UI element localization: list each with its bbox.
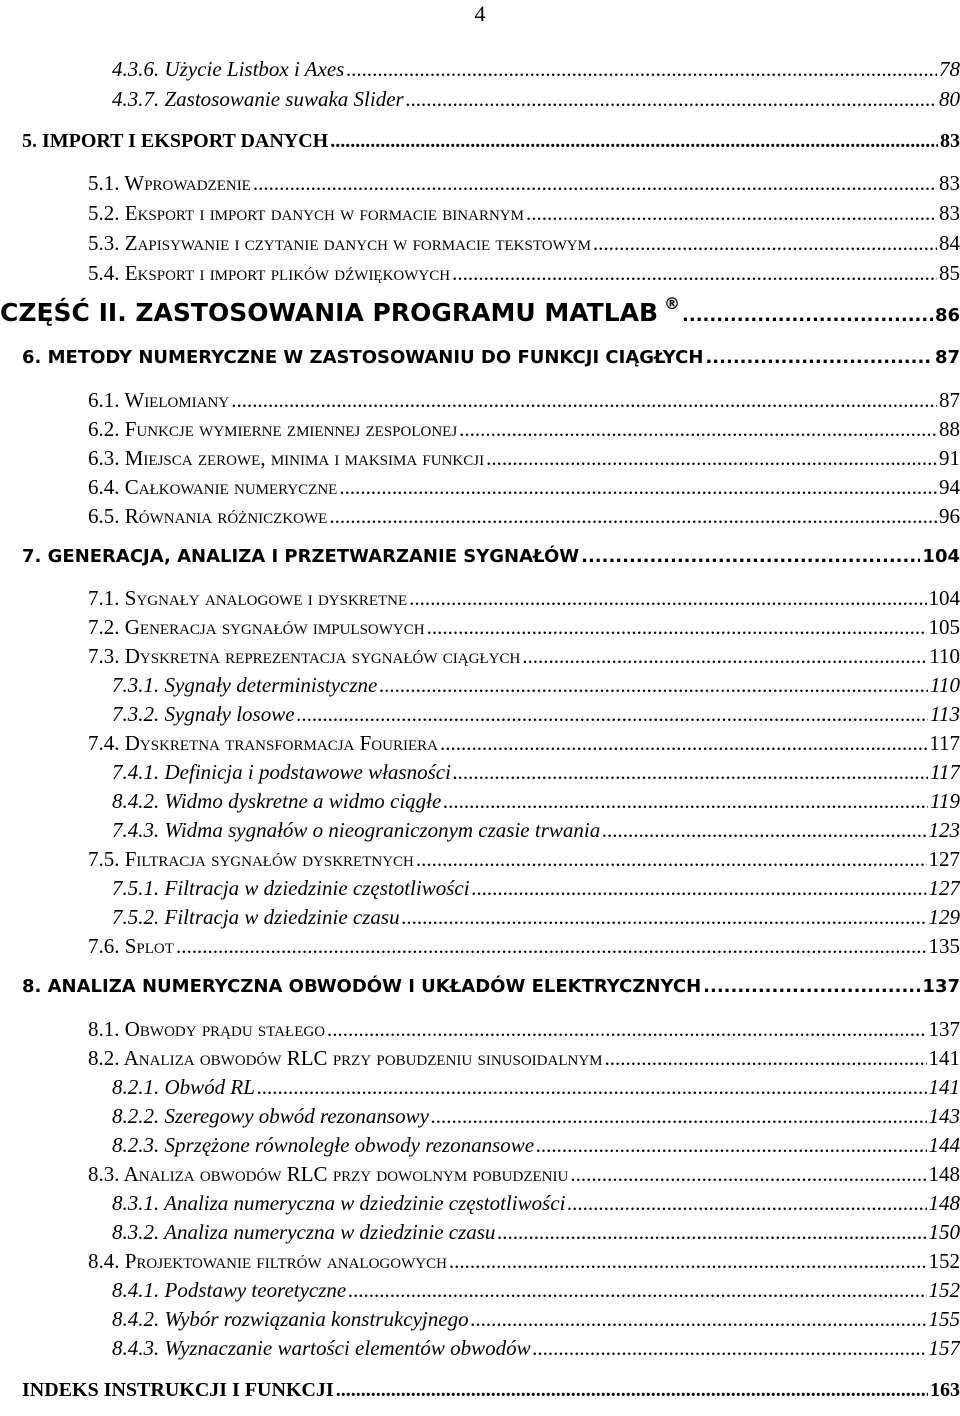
toc-dot-leader bbox=[526, 200, 937, 226]
toc-entry-title: 8.2. Analiza obwodów RLC przy pobudzeniu sinusoidalnym bbox=[88, 1046, 603, 1070]
toc-page-number: 91 bbox=[939, 446, 960, 470]
toc-entry[interactable] bbox=[112, 817, 960, 843]
toc-dot-leader bbox=[257, 1074, 927, 1100]
toc-entry-title: 8.3. Analiza obwodów RLC przy dowolnym pobudzeniu bbox=[88, 1162, 569, 1186]
toc-entry[interactable] bbox=[88, 933, 960, 959]
toc-entry[interactable] bbox=[88, 585, 960, 611]
toc-dot-leader bbox=[703, 974, 920, 1000]
toc-entry-title: 5.3. Zapisywanie i czytanie danych w formacie tekstowym bbox=[88, 231, 591, 255]
toc-entry[interactable] bbox=[112, 759, 960, 785]
toc-page-number: 83 bbox=[939, 171, 960, 195]
toc-entry-title: 8.3.2. Analiza numeryczna w dziedzinie czasu bbox=[112, 1220, 496, 1244]
toc-entry[interactable] bbox=[112, 1132, 960, 1158]
toc-entry[interactable] bbox=[112, 1306, 960, 1332]
toc-entry[interactable] bbox=[88, 643, 960, 669]
toc-dot-leader bbox=[231, 387, 937, 413]
toc-entry-title: 7. GENERACJA, ANALIZA I PRZETWARZANIE SYGNAŁÓW bbox=[22, 546, 580, 567]
toc-page-number: 84 bbox=[939, 231, 960, 255]
toc-dot-leader bbox=[253, 170, 937, 196]
toc-entry[interactable] bbox=[112, 788, 960, 814]
toc-dot-leader bbox=[682, 303, 933, 329]
toc-page-number: 123 bbox=[928, 818, 960, 842]
toc-dot-leader bbox=[567, 1190, 926, 1216]
toc-page-number: 80 bbox=[939, 87, 960, 111]
toc-dot-leader bbox=[406, 86, 937, 112]
toc-page-number: 96 bbox=[939, 504, 960, 528]
toc-entry[interactable] bbox=[22, 1377, 960, 1403]
toc-entry-title: CZĘŚĆ II. ZASTOSOWANIA PROGRAMU MATLAB bbox=[0, 298, 659, 327]
toc-entry-title: 6.3. Miejsca zerowe, minima i maksima funkcji bbox=[88, 446, 485, 470]
toc-dot-leader bbox=[602, 817, 926, 843]
toc-dot-leader bbox=[440, 730, 927, 756]
toc-page-number: 152 bbox=[928, 1249, 960, 1273]
toc-entry-title: 8.2.1. Obwód RL bbox=[112, 1075, 255, 1099]
toc-entry-title: 8.1. Obwody prądu stałego bbox=[88, 1017, 326, 1041]
toc-page-number: 83 bbox=[939, 201, 960, 225]
toc-entry[interactable] bbox=[88, 614, 960, 640]
toc-dot-leader bbox=[329, 503, 937, 529]
toc-dot-leader bbox=[593, 230, 937, 256]
toc-page-number: 113 bbox=[930, 702, 960, 726]
toc-entry-title: 8.4.1. Podstawy teoretyczne bbox=[112, 1278, 347, 1302]
toc-dot-leader bbox=[581, 544, 920, 570]
toc-entry-title: 6.5. Równania różniczkowe bbox=[88, 504, 328, 528]
toc-entry-title: 8.3.1. Analiza numeryczna w dziedzinie częstotliwości bbox=[112, 1191, 566, 1215]
toc-dot-leader bbox=[379, 672, 928, 698]
toc-entry-title: 7.2. Generacja sygnałów impulsowych bbox=[88, 615, 425, 639]
toc-entry-title: 7.3.2. Sygnały losowe bbox=[112, 702, 295, 726]
toc-page-number: 110 bbox=[930, 673, 960, 697]
toc-dot-leader bbox=[297, 701, 928, 727]
toc-entry[interactable] bbox=[88, 474, 960, 500]
toc-entry-title: 7.5.2. Filtracja w dziedzinie czasu bbox=[112, 905, 400, 929]
toc-entry-title: 6.1. Wielomiany bbox=[88, 388, 230, 412]
toc-entry[interactable] bbox=[22, 128, 960, 154]
registered-trademark-icon: ® bbox=[664, 294, 681, 313]
toc-page-number: 83 bbox=[940, 130, 960, 152]
toc-page-number: 157 bbox=[928, 1336, 960, 1360]
toc-entry[interactable] bbox=[112, 672, 960, 698]
toc-page-number: 117 bbox=[929, 731, 960, 755]
toc-dot-leader bbox=[705, 345, 932, 371]
toc-dot-leader bbox=[336, 1377, 928, 1403]
toc-dot-leader bbox=[459, 416, 937, 442]
toc-entry[interactable] bbox=[88, 260, 960, 286]
toc-page-number: 152 bbox=[928, 1278, 960, 1302]
toc-page-number: 78 bbox=[939, 57, 960, 81]
toc-entry-title: 7.4.3. Widma sygnałów o nieograniczonym czasie trwania bbox=[112, 818, 601, 842]
toc-dot-leader bbox=[472, 875, 927, 901]
toc-entry-title: 6.4. Całkowanie numeryczne bbox=[88, 475, 338, 499]
toc-entry-title: 6. METODY NUMERYCZNE W ZASTOSOWANIU DO FUNKCJI CIĄGŁYCH bbox=[22, 347, 704, 368]
toc-page-number: 129 bbox=[928, 905, 960, 929]
toc-entry-title: 8.4.2. Wybór rozwiązania konstrukcyjnego bbox=[112, 1307, 469, 1331]
toc-entry[interactable] bbox=[112, 1277, 960, 1303]
toc-entry-title: 7.4. Dyskretna transformacja Fouriera bbox=[88, 731, 438, 755]
toc-dot-leader bbox=[176, 933, 927, 959]
toc-dot-leader bbox=[348, 1277, 926, 1303]
toc-dot-leader bbox=[605, 1045, 927, 1071]
toc-entry[interactable] bbox=[112, 56, 960, 82]
toc-entry[interactable] bbox=[112, 1103, 960, 1129]
toc-entry[interactable] bbox=[88, 1161, 960, 1187]
toc-page-number: 104 bbox=[922, 546, 960, 567]
toc-entry-title: 7.6. Splot bbox=[88, 934, 174, 958]
toc-entry-title: 8.4. Projektowanie filtrów analogowych bbox=[88, 1249, 447, 1273]
toc-page-number: 150 bbox=[928, 1220, 960, 1244]
toc-dot-leader bbox=[570, 1161, 926, 1187]
toc-entry-title: 7.4.1. Definicja i podstawowe własności bbox=[112, 760, 451, 784]
toc-page-number: 94 bbox=[939, 475, 960, 499]
toc-dot-leader bbox=[452, 260, 937, 286]
toc-dot-leader bbox=[471, 1306, 927, 1332]
toc-entry-title: 4.3.6. Użycie Listbox i Axes bbox=[112, 57, 345, 81]
toc-page-number: 104 bbox=[928, 586, 960, 610]
toc-entry[interactable] bbox=[112, 875, 960, 901]
toc-dot-leader bbox=[497, 1219, 926, 1245]
toc-dot-leader bbox=[536, 1132, 926, 1158]
toc-entry-title: 7.5.1. Filtracja w dziedzinie częstotliwości bbox=[112, 876, 470, 900]
toc-entry-title: 7.3. Dyskretna reprezentacja sygnałów ciągłych bbox=[88, 644, 521, 668]
toc-entry[interactable] bbox=[22, 544, 960, 570]
toc-dot-leader bbox=[443, 788, 928, 814]
toc-dot-leader bbox=[486, 445, 937, 471]
toc-page-number: 110 bbox=[929, 644, 960, 668]
toc-page-number: 86 bbox=[934, 305, 960, 326]
toc-dot-leader bbox=[522, 643, 927, 669]
toc-page-number: 85 bbox=[939, 261, 960, 285]
toc-entry[interactable] bbox=[0, 294, 960, 329]
toc-page-number: 137 bbox=[928, 1017, 960, 1041]
toc-entry[interactable] bbox=[88, 1016, 960, 1042]
toc-entry-title: 5.1. Wprowadzenie bbox=[88, 171, 251, 195]
toc-entry[interactable] bbox=[88, 1045, 960, 1071]
toc-entry-title: INDEKS INSTRUKCJI I FUNKCJI bbox=[22, 1379, 334, 1401]
toc-dot-leader bbox=[533, 1335, 927, 1361]
toc-page-number: 117 bbox=[930, 760, 960, 784]
toc-entry-title: 7.1. Sygnały analogowe i dyskretne bbox=[88, 586, 408, 610]
toc-page-number: 143 bbox=[928, 1104, 960, 1128]
toc-dot-leader bbox=[330, 128, 938, 154]
toc-page-number: 88 bbox=[939, 417, 960, 441]
toc-entry[interactable] bbox=[88, 230, 960, 256]
toc-entry[interactable] bbox=[88, 730, 960, 756]
toc-dot-leader bbox=[416, 846, 927, 872]
toc-entry[interactable] bbox=[112, 86, 960, 112]
toc-page-number: 163 bbox=[930, 1379, 960, 1401]
toc-entry[interactable] bbox=[112, 701, 960, 727]
toc-dot-leader bbox=[327, 1016, 926, 1042]
toc-entry-title: 8.2.3. Sprzężone równoległe obwody rezonansowe bbox=[112, 1133, 535, 1157]
toc-entry-title: 8. ANALIZA NUMERYCZNA OBWODÓW I UKŁADÓW ELEKTRYCZNYCH bbox=[22, 976, 702, 997]
toc-entry[interactable] bbox=[112, 1190, 960, 1216]
toc-page-number: 141 bbox=[928, 1046, 960, 1070]
toc-entry-title: 7.3.1. Sygnały deterministyczne bbox=[112, 673, 378, 697]
toc-dot-leader bbox=[346, 56, 937, 82]
toc-entry[interactable] bbox=[22, 345, 960, 371]
toc-dot-leader bbox=[409, 585, 926, 611]
toc-dot-leader bbox=[339, 474, 937, 500]
toc-entry-title: 5. IMPORT I EKSPORT DANYCH bbox=[22, 130, 329, 152]
toc-entry[interactable] bbox=[112, 1074, 960, 1100]
toc-entry[interactable] bbox=[88, 1248, 960, 1274]
toc-dot-leader bbox=[453, 759, 928, 785]
toc-entry-title: 6.2. Funkcje wymierne zmiennej zespolonej bbox=[88, 417, 458, 441]
toc-dot-leader bbox=[427, 614, 927, 640]
toc-entry-title: 8.4.2. Widmo dyskretne a widmo ciągłe bbox=[112, 789, 442, 813]
toc-entry[interactable] bbox=[88, 170, 960, 196]
toc-entry[interactable] bbox=[112, 1335, 960, 1361]
toc-entry-title: 5.4. Eksport i import plików dźwiękowych bbox=[88, 261, 451, 285]
toc-page-number: 135 bbox=[928, 934, 960, 958]
toc-entry[interactable] bbox=[88, 445, 960, 471]
toc-entry[interactable] bbox=[112, 904, 960, 930]
toc-dot-leader bbox=[402, 904, 927, 930]
toc-entry[interactable] bbox=[112, 1219, 960, 1245]
toc-page-number: 87 bbox=[939, 388, 960, 412]
toc-page-number: 148 bbox=[928, 1191, 960, 1215]
toc-page-number: 148 bbox=[928, 1162, 960, 1186]
page-number: 4 bbox=[474, 1, 486, 26]
toc-dot-leader bbox=[431, 1103, 927, 1129]
toc-page-number: 144 bbox=[928, 1133, 960, 1157]
toc-entry-title: 5.2. Eksport i import danych w formacie binarnym bbox=[88, 201, 524, 225]
toc-page-number: 87 bbox=[934, 347, 960, 368]
toc-page-number: 105 bbox=[928, 615, 960, 639]
toc-page-number: 137 bbox=[922, 976, 960, 997]
toc-entry[interactable] bbox=[88, 846, 960, 872]
toc-entry-title: 7.5. Filtracja sygnałów dyskretnych bbox=[88, 847, 414, 871]
toc-entry-title: 8.4.3. Wyznaczanie wartości elementów obwodów bbox=[112, 1336, 531, 1360]
toc-entry[interactable] bbox=[22, 974, 960, 1000]
toc-dot-leader bbox=[449, 1248, 927, 1274]
toc-entry-title: 8.2.2. Szeregowy obwód rezonansowy bbox=[112, 1104, 429, 1128]
toc-entry[interactable] bbox=[88, 200, 960, 226]
toc-page-number: 127 bbox=[928, 876, 960, 900]
toc-page-number: 155 bbox=[928, 1307, 960, 1331]
toc-entry[interactable] bbox=[88, 416, 960, 442]
toc-page-number: 141 bbox=[928, 1075, 960, 1099]
toc-page-number: 119 bbox=[930, 789, 960, 813]
toc-entry[interactable] bbox=[88, 503, 960, 529]
toc-entry[interactable] bbox=[88, 387, 960, 413]
toc-page-number: 127 bbox=[928, 847, 960, 871]
toc-entry-title: 4.3.7. Zastosowanie suwaka Slider bbox=[112, 87, 404, 111]
